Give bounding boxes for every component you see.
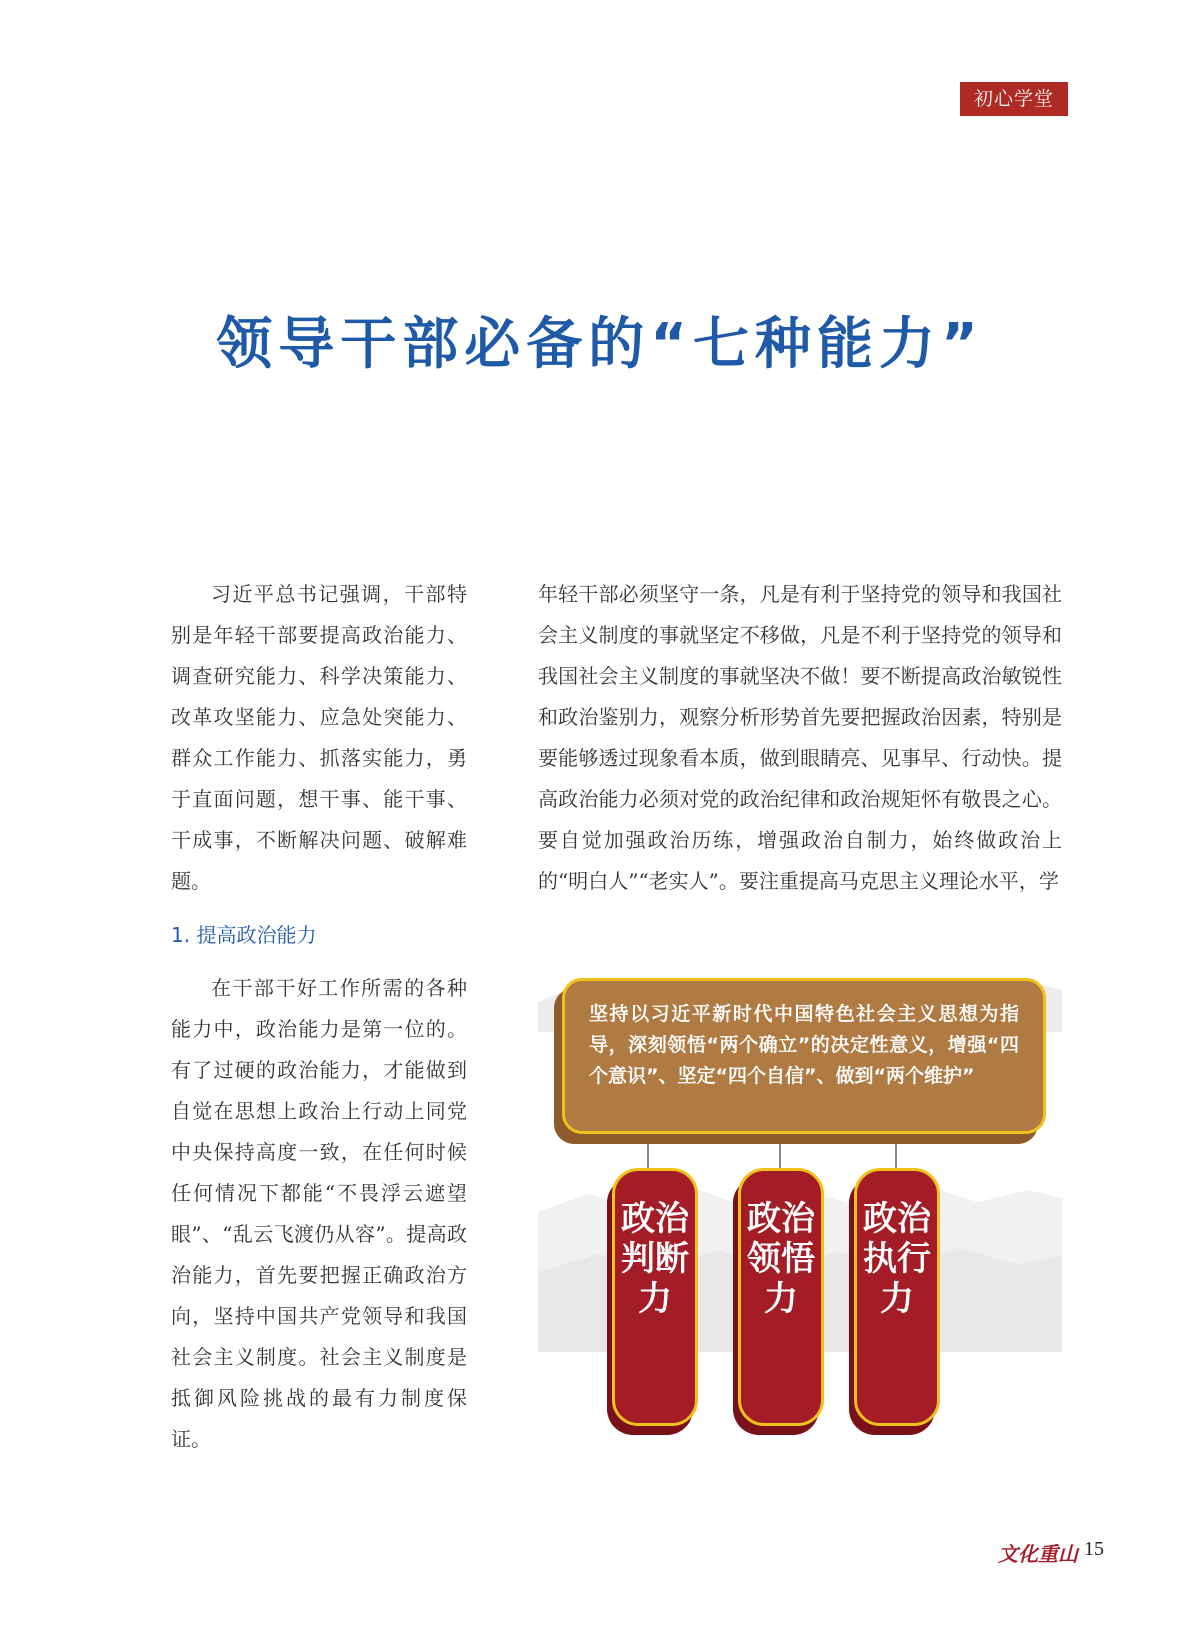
pillar-political-comprehension: 政治领悟力: [738, 1168, 824, 1426]
pillar-political-judgment: 政治判断力: [612, 1168, 698, 1426]
article-title: 领导干部必备的“七种能力”: [216, 312, 984, 377]
section-heading: 1. 提高政治能力: [171, 923, 317, 947]
section-body-paragraph: 在干部干好工作所需的各种能力中，政治能力是第一位的。有了过硬的政治能力，才能做到自觉在思想上政治上行动上同党中央保持高度一致，在任何时候任何情况下都能“不畏浮云遮望眼”、“乱云飞渡仍从容”。提高政治能力，首先要把握正确政治方向，坚持中国共产党领导和我国社会主义制度。社会主义制度是抵御风险挑战的最有力制度保证。: [171, 976, 467, 1451]
infographic: [538, 972, 1062, 1472]
section-tag: 初心学堂: [960, 82, 1068, 116]
intro-paragraph: 习近平总书记强调，干部特别是年轻干部要提高政治能力、调查研究能力、科学决策能力、改革攻坚能力、应急处突能力、群众工作能力、抓落实能力，勇于直面问题，想干事、能干事、干成事，不断解决问题、破解难题。: [171, 582, 467, 893]
page-number: 15: [1084, 1538, 1104, 1560]
right-paragraph: 年轻干部必须坚守一条，凡是有利于坚持党的领导和我国社会主义制度的事就坚定不移做，凡是不利于坚持党的领导和我国社会主义制度的事就坚决不做！要不断提高政治敏锐性和政治鉴别力，观察分析形势首先要把握政治因素，特别是要能够透过现象看本质，做到眼睛亮、见事早、行动快。提高政治能力必须对党的政治纪律和政治规矩怀有敬畏之心。要自觉加强政治历练，增强政治自制力，始终做政治上的“明白人”“老实人”。要注重提高马克思主义理论水平，学: [538, 582, 1062, 893]
pillar-political-execution: 政治执行力: [854, 1168, 940, 1426]
guiding-principle-box: 坚持以习近平新时代中国特色社会主义思想为指导，深刻领悟“两个确立”的决定性意义，增强“四个意识”、坚定“四个自信”、做到“两个维护”: [562, 978, 1046, 1134]
magazine-brand: 文化重山: [998, 1542, 1078, 1566]
left-column: [171, 574, 467, 1460]
right-column: [538, 574, 1062, 902]
